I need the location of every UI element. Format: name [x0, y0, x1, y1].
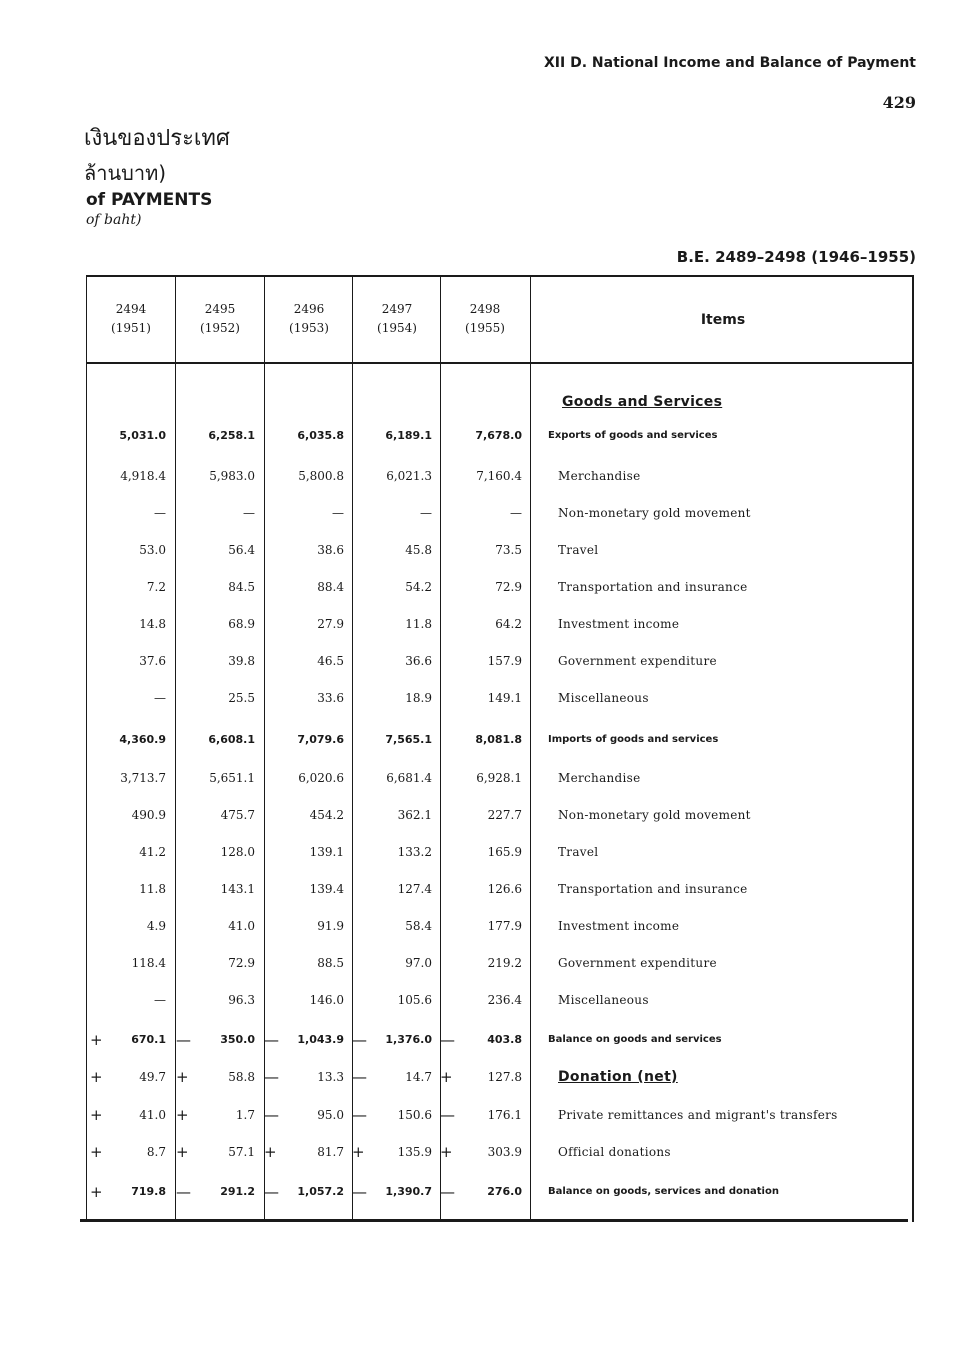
sign-marker: +	[440, 1143, 453, 1161]
column-header-1953	[265, 300, 353, 338]
sign-marker: +	[352, 1143, 365, 1161]
table-cell: 6,928.1	[476, 771, 522, 785]
table-cell: 45.8	[405, 543, 432, 557]
table-cell: 33.6	[317, 691, 344, 705]
table-cell: 11.8	[139, 882, 166, 896]
row-label: Travel	[558, 543, 599, 557]
table-cell: —	[243, 506, 255, 520]
table-cell: 91.9	[317, 919, 344, 933]
row-label: Imports of goods and services	[548, 734, 719, 745]
table-cell: 276.0	[487, 1185, 522, 1198]
thai-title-line2: ล้านบาท)	[84, 161, 167, 185]
table-cell: 1,390.7	[385, 1185, 432, 1198]
sign-marker: +	[264, 1143, 277, 1161]
sign-marker: —	[176, 1183, 191, 1201]
column-year-ce: (1951)	[111, 321, 151, 335]
row-label: Miscellaneous	[558, 993, 649, 1007]
table-cell: 127.4	[397, 882, 432, 896]
sign-marker: —	[264, 1183, 279, 1201]
table-cell: 6,189.1	[385, 429, 432, 442]
table-cell: 37.6	[139, 654, 166, 668]
table-cell: 6,035.8	[297, 429, 344, 442]
header-bottom-rule	[86, 362, 914, 364]
table-cell: 133.2	[397, 845, 432, 859]
table-cell: 127.8	[487, 1070, 522, 1084]
row-label: Official donations	[558, 1145, 671, 1159]
page-title: of PAYMENTS	[86, 190, 213, 210]
thai-title-line1: เงินของประเทศ	[84, 126, 230, 151]
column-year-be: 2494	[115, 302, 147, 316]
row-label: Merchandise	[558, 469, 641, 483]
row-label: Donation (net)	[558, 1069, 678, 1085]
table-cell: —	[154, 506, 166, 520]
table-cell: 6,681.4	[386, 771, 432, 785]
sign-marker: +	[176, 1143, 189, 1161]
column-year-be: 2498	[469, 302, 501, 316]
table-cell: 27.9	[317, 617, 344, 631]
table-cell: 118.4	[131, 956, 166, 970]
table-cell: 303.9	[487, 1145, 522, 1159]
table-cell: 149.1	[487, 691, 522, 705]
table-cell: 5,031.0	[119, 429, 166, 442]
row-label: Private remittances and migrant's transfers	[558, 1108, 838, 1122]
table-cell: 25.5	[228, 691, 255, 705]
table-cell: 36.6	[405, 654, 432, 668]
table-cell: 11.8	[405, 617, 432, 631]
column-header-1951	[87, 300, 175, 338]
table-cell: 96.3	[228, 993, 255, 1007]
table-cell: 4,918.4	[120, 469, 166, 483]
unit-note: of baht)	[86, 212, 142, 228]
table-cell: —	[154, 993, 166, 1007]
row-label: Miscellaneous	[558, 691, 649, 705]
table-cell: 95.0	[317, 1108, 344, 1122]
sign-marker: +	[90, 1183, 103, 1201]
table-cell: 13.3	[317, 1070, 344, 1084]
table-cell: 126.6	[487, 882, 522, 896]
table-cell: 72.9	[228, 956, 255, 970]
row-label: Balance on goods, services and donation	[548, 1186, 779, 1197]
table-cell: 291.2	[220, 1185, 255, 1198]
column-header-1955	[441, 300, 529, 338]
table-bottom-rule	[80, 1219, 908, 1222]
table-cell: 7.2	[146, 580, 166, 594]
table-cell: —	[420, 506, 432, 520]
table-cell: 7,079.6	[297, 733, 344, 746]
table-cell: 1,376.0	[385, 1033, 432, 1046]
table-cell: 56.4	[228, 543, 255, 557]
column-year-be: 2496	[293, 302, 325, 316]
column-year-be: 2497	[381, 302, 413, 316]
table-cell: 54.2	[405, 580, 432, 594]
table-cell: 5,983.0	[209, 469, 255, 483]
sign-marker: —	[264, 1031, 279, 1049]
table-cell: 41.2	[139, 845, 166, 859]
row-label: Government expenditure	[558, 956, 717, 970]
sign-marker: —	[440, 1106, 455, 1124]
table-cell: 49.7	[139, 1070, 166, 1084]
table-cell: 139.1	[309, 845, 344, 859]
table-cell: 18.9	[405, 691, 432, 705]
sign-marker: —	[440, 1031, 455, 1049]
row-label: Goods and Services	[562, 394, 723, 410]
row-label: Government expenditure	[558, 654, 717, 668]
table-cell: 4.9	[146, 919, 166, 933]
sign-marker: +	[176, 1106, 189, 1124]
table-cell: 97.0	[405, 956, 432, 970]
table-cell: 57.1	[228, 1145, 255, 1159]
table-cell: 88.4	[317, 580, 344, 594]
sign-marker: —	[352, 1068, 367, 1086]
column-header-1954	[353, 300, 441, 338]
table-cell: 68.9	[228, 617, 255, 631]
column-header-1952	[176, 300, 264, 338]
sign-marker: —	[176, 1031, 191, 1049]
table-cell: 4,360.9	[119, 733, 166, 746]
table-cell: 88.5	[317, 956, 344, 970]
table-cell: 7,678.0	[475, 429, 522, 442]
table-cell: 39.8	[228, 654, 255, 668]
table-cell: —	[510, 506, 522, 520]
sign-marker: —	[440, 1183, 455, 1201]
column-header-items: Items	[700, 312, 746, 328]
table-cell: 227.7	[487, 808, 522, 822]
row-label: Transportation and insurance	[558, 580, 748, 594]
sign-marker: +	[440, 1068, 453, 1086]
table-cell: 14.8	[139, 617, 166, 631]
table-cell: 14.7	[405, 1070, 432, 1084]
table-cell: 157.9	[487, 654, 522, 668]
row-label: Investment income	[558, 919, 680, 933]
column-year-ce: (1952)	[200, 321, 240, 335]
table-cell: 139.4	[309, 882, 344, 896]
table-cell: 6,608.1	[208, 733, 255, 746]
table-cell: 6,021.3	[386, 469, 432, 483]
table-cell: 5,800.8	[298, 469, 344, 483]
table-cell: 5,651.1	[209, 771, 255, 785]
table-cell: 41.0	[228, 919, 255, 933]
table-cell: —	[332, 506, 344, 520]
table-cell: 670.1	[131, 1033, 166, 1046]
table-cell: 177.9	[487, 919, 522, 933]
page-number: 429	[882, 93, 916, 112]
table-cell: 7,160.4	[476, 469, 522, 483]
sign-marker: +	[90, 1068, 103, 1086]
table-cell: 219.2	[487, 956, 522, 970]
table-cell: —	[154, 691, 166, 705]
row-label: Merchandise	[558, 771, 641, 785]
table-cell: 7,565.1	[385, 733, 432, 746]
table-cell: 58.8	[228, 1070, 255, 1084]
sign-marker: +	[90, 1106, 103, 1124]
table-top-rule	[86, 275, 914, 277]
table-cell: 490.9	[131, 808, 166, 822]
table-cell: 146.0	[309, 993, 344, 1007]
row-label: Exports of goods and services	[548, 430, 718, 441]
table-cell: 1.7	[235, 1108, 255, 1122]
table-cell: 81.7	[317, 1145, 344, 1159]
sign-marker: +	[90, 1031, 103, 1049]
table-cell: 53.0	[139, 543, 166, 557]
row-label: Transportation and insurance	[558, 882, 748, 896]
column-year-be: 2495	[204, 302, 236, 316]
sign-marker: —	[264, 1068, 279, 1086]
table-cell: 236.4	[487, 993, 522, 1007]
sign-marker: —	[352, 1106, 367, 1124]
table-cell: 350.0	[220, 1033, 255, 1046]
row-label: Non-monetary gold movement	[558, 506, 751, 520]
table-cell: 6,020.6	[298, 771, 344, 785]
table-cell: 3,713.7	[120, 771, 166, 785]
table-cell: 1,043.9	[297, 1033, 344, 1046]
row-label: Non-monetary gold movement	[558, 808, 751, 822]
sign-marker: —	[264, 1106, 279, 1124]
table-cell: 72.9	[495, 580, 522, 594]
sign-marker: +	[176, 1068, 189, 1086]
table-cell: 58.4	[405, 919, 432, 933]
table-cell: 84.5	[228, 580, 255, 594]
table-cell: 46.5	[317, 654, 344, 668]
table-cell: 475.7	[220, 808, 255, 822]
table-cell: 6,258.1	[208, 429, 255, 442]
table-cell: 73.5	[495, 543, 522, 557]
table-cell: 165.9	[487, 845, 522, 859]
table-cell: 128.0	[220, 845, 255, 859]
table-cell: 105.6	[397, 993, 432, 1007]
sign-marker: —	[352, 1031, 367, 1049]
table-cell: 719.8	[131, 1185, 166, 1198]
table-cell: 64.2	[495, 617, 522, 631]
table-cell: 38.6	[317, 543, 344, 557]
table-cell: 8,081.8	[475, 733, 522, 746]
table-cell: 8.7	[146, 1145, 166, 1159]
row-label: Balance on goods and services	[548, 1034, 722, 1045]
table-cell: 403.8	[487, 1033, 522, 1046]
year-range: B.E. 2489–2498 (1946–1955)	[676, 248, 916, 266]
table-cell: 135.9	[397, 1145, 432, 1159]
table-cell: 176.1	[487, 1108, 522, 1122]
table-cell: 362.1	[397, 808, 432, 822]
table-cell: 150.6	[397, 1108, 432, 1122]
table-cell: 1,057.2	[297, 1185, 344, 1198]
table-cell: 143.1	[220, 882, 255, 896]
col-divider	[530, 276, 531, 1222]
column-year-ce: (1954)	[377, 321, 417, 335]
column-year-ce: (1953)	[289, 321, 329, 335]
row-label: Travel	[558, 845, 599, 859]
running-head: XII D. National Income and Balance of Payment	[544, 55, 916, 71]
table-left-border	[86, 276, 87, 1222]
table-right-border	[912, 276, 914, 1222]
table-cell: 454.2	[309, 808, 344, 822]
row-label: Investment income	[558, 617, 680, 631]
sign-marker: +	[90, 1143, 103, 1161]
sign-marker: —	[352, 1183, 367, 1201]
table-cell: 41.0	[139, 1108, 166, 1122]
column-year-ce: (1955)	[465, 321, 505, 335]
